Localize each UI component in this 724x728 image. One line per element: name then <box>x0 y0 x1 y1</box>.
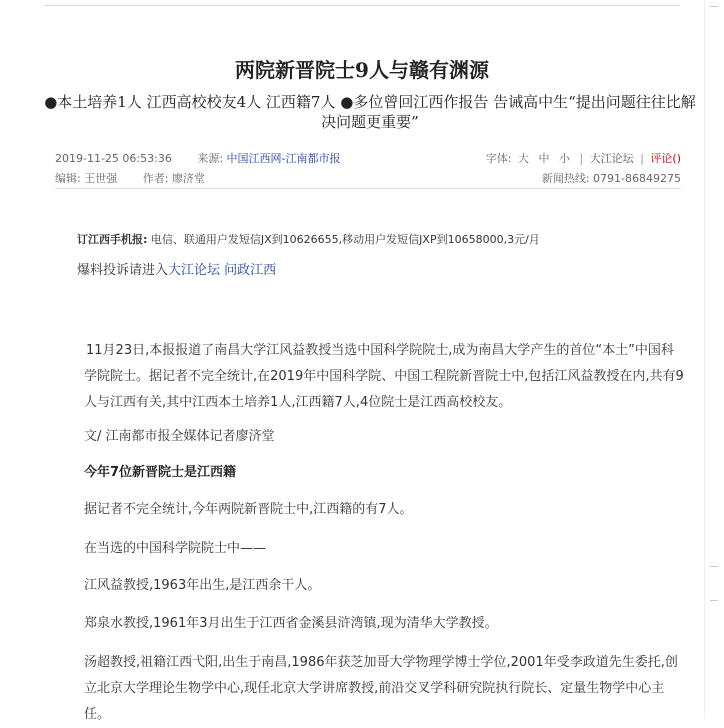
hotline-number: 0791-86849275 <box>593 172 681 185</box>
scrollbar-mark <box>710 6 718 7</box>
hotline-label: 新闻热线: <box>541 172 590 185</box>
promo-label: 订江西手机报: <box>77 233 148 246</box>
top-divider <box>44 5 680 6</box>
scrollbar-mark <box>710 566 718 567</box>
body-paragraph: 汤超教授,祖籍江西弋阳,出生于南昌,1986年获芝加哥大学物理学博士学位,2001年受李政道先生委托,创立北京大学理论生物学中心,现任北京大学讲席教授,前沿交叉学科研究院执行院长、定量生物学中心主任。 <box>84 655 678 722</box>
report-text: 爆料投诉请进入 <box>77 263 169 278</box>
report-line <box>77 259 276 278</box>
separator: | <box>579 152 584 165</box>
editor-label: 编辑: <box>55 172 81 185</box>
author-label: 作者: <box>142 172 169 185</box>
byline: 文/ 江南都市报全媒体记者廖济堂 <box>84 429 275 444</box>
article-title: 两院新晋院士9人与赣有渊源 <box>235 58 489 82</box>
font-size-small-button[interactable]: 小 <box>558 152 570 165</box>
font-size-medium-button[interactable]: 中 <box>538 152 550 165</box>
section-heading: 今年7位新晋院士是江西籍 <box>84 465 237 480</box>
hotline <box>542 170 681 186</box>
font-size-large-button[interactable]: 大 <box>517 152 529 165</box>
source-link[interactable]: 中国江西网-江南都市报 <box>226 152 341 165</box>
body-paragraph: 11月23日,本报报道了南昌大学江风益教授当选中国科学院院士,成为南昌大学产生的首位“本土”中国科学院院士。据记者不完全统计,在2019年中国科学院、中国工程院新晋院士中,包括江风益教授在内,共有9人与江西有关,其中江西本土培养1人,江西籍7人,4位院士是江西高校校友。 <box>84 343 684 410</box>
mobile-news-promo <box>77 231 540 247</box>
meta-row-1 <box>55 150 681 166</box>
wenzheng-link[interactable]: 问政江西 <box>224 263 277 278</box>
font-label: 字体: <box>485 152 512 165</box>
author-name: 廖济堂 <box>171 172 205 185</box>
font-controls <box>486 150 681 166</box>
promo-text: 电信、联通用户发短信JX到10626655,移动用户发短信JXP到10658000,3元/月 <box>150 233 540 246</box>
body-paragraph: 郑泉水教授,1961年3月出生于江西省金溪县浒湾镇,现为清华大学教授。 <box>84 616 498 631</box>
scrollbar-track[interactable] <box>704 0 724 719</box>
forum-report-link[interactable]: 大江论坛 <box>168 263 221 278</box>
body-paragraph: 在当选的中国科学院院士中—— <box>84 541 267 556</box>
body-paragraph: 江风益教授,1963年出生,是江西余干人。 <box>84 578 321 593</box>
body-paragraph: 据记者不完全统计,今年两院新晋院士中,江西籍的有7人。 <box>84 502 413 517</box>
forum-link[interactable]: 大江论坛 <box>589 152 634 165</box>
publish-datetime: 2019-11-25 06:53:36 <box>55 152 172 165</box>
scrollbar-mark <box>710 600 718 601</box>
meta-row-2 <box>55 170 681 186</box>
article-subtitle: ●本土培养1人 江西高校校友4人 江西籍7人 ●多位曾回江西作报告 告诫高中生“提出问题往往比解决问题更重要” <box>44 93 696 131</box>
meta-divider <box>55 188 681 189</box>
editor-name: 王世强 <box>84 172 118 185</box>
comment-link[interactable]: 评论() <box>650 152 681 165</box>
source-label: 来源: <box>197 152 224 165</box>
separator: | <box>640 152 644 165</box>
